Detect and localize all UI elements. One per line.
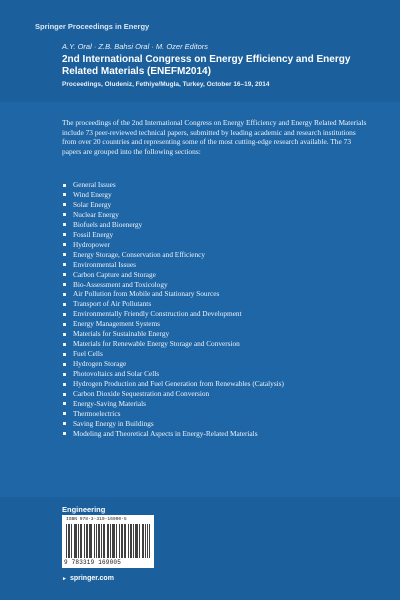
topic-item: Wind Energy (62, 190, 382, 200)
topic-item: Bio-Assessment and Toxicology (62, 280, 382, 290)
topic-item: Fuel Cells (62, 349, 382, 359)
topic-item: Air Pollution from Mobile and Stationary Sources (62, 289, 382, 299)
topic-item: Carbon Dioxide Sequestration and Conversion (62, 389, 382, 399)
ean-number: 9 783319 169005 (64, 559, 122, 566)
topic-item: Solar Energy (62, 200, 382, 210)
footer-band (0, 497, 400, 600)
editors: A.Y. Oral · Z.B. Bahsi Oral · M. Ozer Editors (62, 42, 209, 51)
topic-item: Nuclear Energy (62, 210, 382, 220)
topic-item: Transport of Air Pollutants (62, 299, 382, 309)
topic-item: General Issues (62, 180, 382, 190)
topic-item: Photovoltaics and Solar Cells (62, 369, 382, 379)
barcode (62, 515, 154, 568)
topic-item: Hydrogen Production and Fuel Generation from Renewables (Catalysis) (62, 379, 382, 389)
topic-item: Biofuels and Bioenergy (62, 220, 382, 230)
topic-item: Hydropower (62, 240, 382, 250)
topic-item: Modeling and Theoretical Aspects in Energy-Related Materials (62, 429, 382, 439)
publisher-website[interactable] (62, 575, 114, 582)
topic-item: Carbon Capture and Storage (62, 270, 382, 280)
topic-item: Materials for Renewable Energy Storage and Conversion (62, 339, 382, 349)
topic-item: Energy-Saving Materials (62, 399, 382, 409)
book-subtitle: Proceedings, Oludeniz, Fethiye/Mugla, Turkey, October 16–19, 2014 (62, 81, 270, 88)
topic-list (62, 180, 382, 439)
topic-item: Saving Energy in Buildings (62, 419, 382, 429)
topic-item: Energy Management Systems (62, 319, 382, 329)
topic-item: Materials for Sustainable Energy (62, 329, 382, 339)
topic-item: Hydrogen Storage (62, 359, 382, 369)
intro-paragraph: The proceedings of the 2nd International Congress on Energy Efficiency and Energy Related Materials include 73 peer-reviewed technical papers, submitted by leading academic and research institutions from over 20 countries and representing some of the most cutting-edge research available. The 73 papers are grouped into the following sections: (62, 118, 367, 156)
topic-item: Thermoelectrics (62, 409, 382, 419)
topic-item: Fossil Energy (62, 230, 382, 240)
subject-category: Engineering (62, 505, 106, 514)
barcode-bars (66, 524, 150, 558)
book-title: 2nd International Congress on Energy Efficiency and Energy Related Materials (ENEFM2014) (62, 54, 351, 77)
arrow-icon: ► (62, 576, 67, 582)
topic-item: Energy Storage, Conservation and Efficiency (62, 250, 382, 260)
topic-item: Environmental Issues (62, 260, 382, 270)
website-label: springer.com (69, 575, 114, 582)
topic-item: Environmentally Friendly Construction and Development (62, 309, 382, 319)
series-name: Springer Proceedings in Energy (35, 22, 150, 31)
isbn-text: ISBN 978-3-319-16900-5 (66, 517, 127, 522)
